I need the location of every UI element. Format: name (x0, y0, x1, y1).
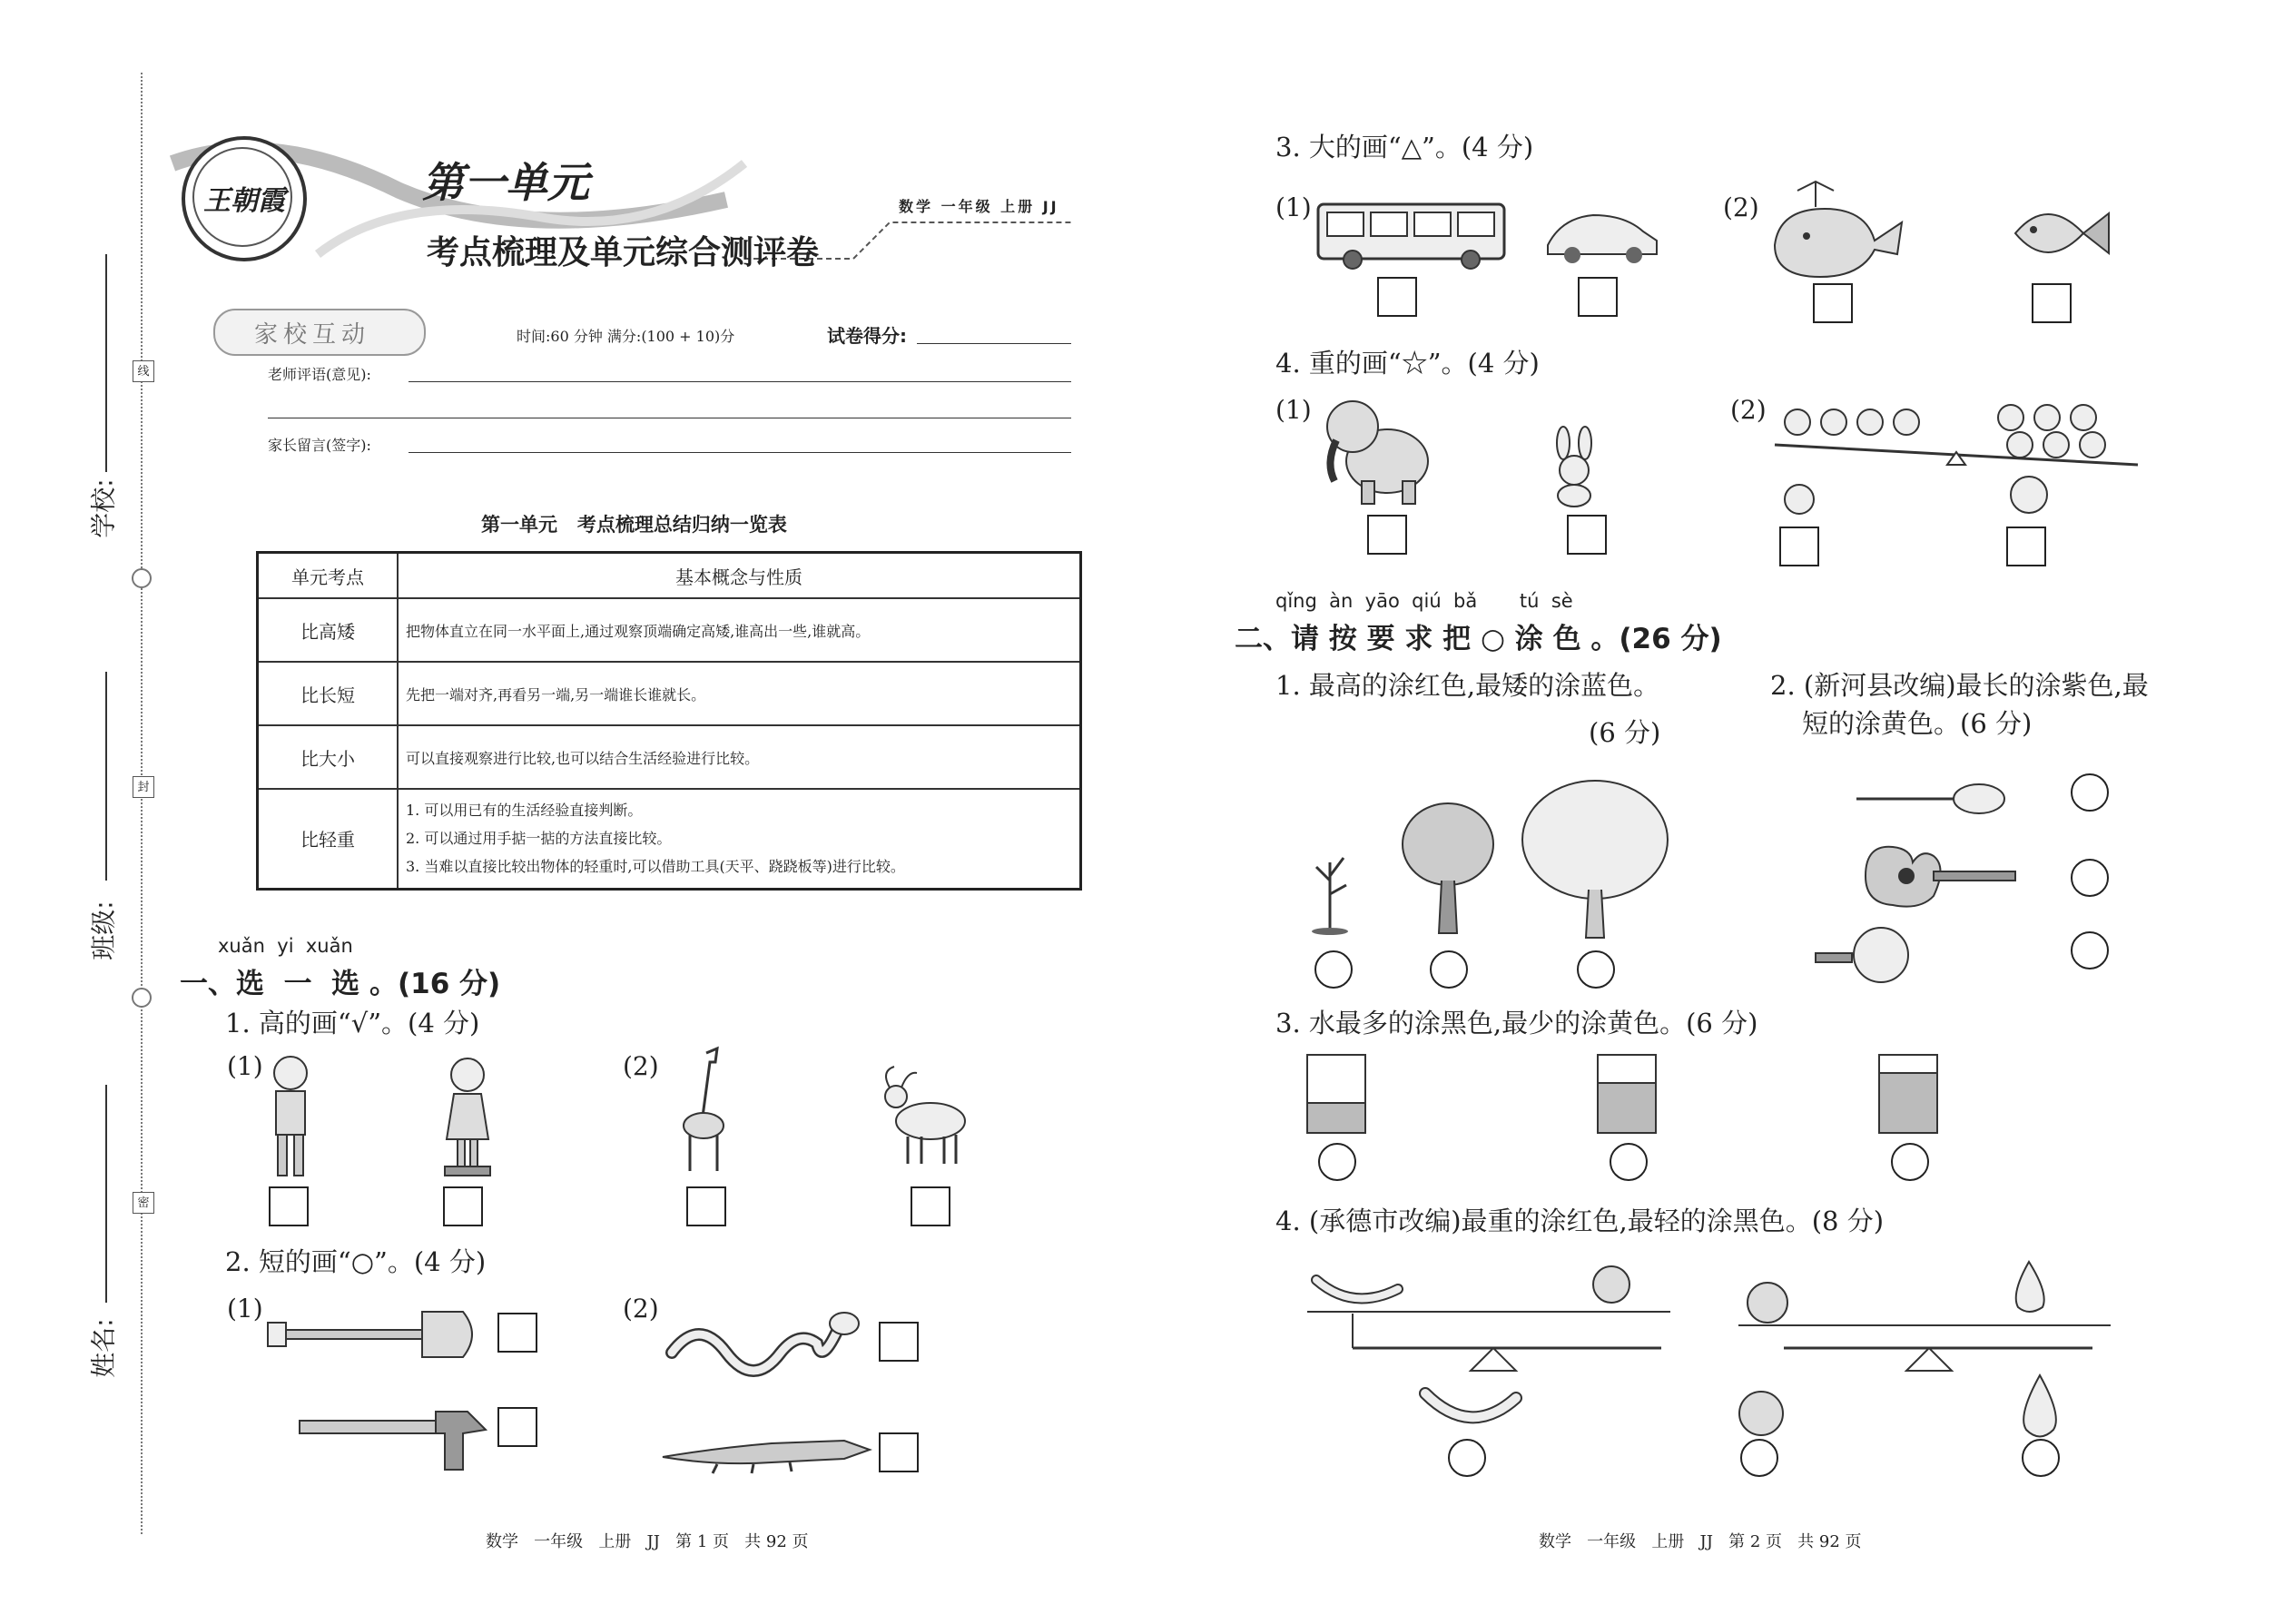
parent-note-label: 家长留言(签字): (268, 437, 371, 454)
answer-box-snake[interactable] (879, 1322, 919, 1362)
apple-icon (1734, 1384, 1788, 1439)
question-2-4: 4. (承德市改编)最重的涂红色,最轻的涂黑色。(8 分) (1275, 1206, 1885, 1236)
color-circle-beaker-3[interactable] (1891, 1143, 1929, 1181)
summary-value-line: 2. 可以通过用手掂一掂的方法直接比较。 (406, 830, 672, 848)
color-circle-paddle[interactable] (2071, 931, 2109, 969)
question-2-1-score: (6 分) (1589, 717, 1661, 748)
beaker-1-icon (1305, 1053, 1369, 1137)
section2-pinyin: qǐng àn yāo qiú bǎ tú sè (1275, 590, 1573, 612)
class-field[interactable] (80, 672, 119, 962)
color-circle-guitar[interactable] (2071, 859, 2109, 897)
name-field[interactable] (80, 1085, 119, 1384)
beaker-2-icon (1596, 1053, 1659, 1137)
beaker-3-icon (1877, 1053, 1941, 1137)
binding-dotted-line (141, 73, 143, 1534)
teacher-comment-label: 老师评语(意见): (268, 366, 371, 383)
answer-box-fish[interactable] (2032, 283, 2072, 323)
time-info: 时间:60 分钟 满分:(100 + 10)分 (517, 328, 735, 345)
answer-box-boy[interactable] (269, 1186, 309, 1226)
name-label: 姓名: (88, 1318, 119, 1378)
subtitle: 考点梳理及单元综合测评卷 (427, 233, 820, 271)
publisher-logo (182, 136, 307, 261)
summary-value-line: 3. 当难以直接比较出物体的轻重时,可以借助工具(天平、跷跷板等)进行比较。 (406, 858, 905, 876)
answer-box-car[interactable] (1578, 277, 1618, 317)
summary-col-2: 基本概念与性质 (398, 553, 1081, 599)
logo-text: 王朝霞 (203, 185, 285, 217)
summary-key: 比高矮 (258, 598, 399, 662)
summary-value-line: 1. 可以用已有的生活经验直接判断。 (406, 802, 643, 820)
answer-box-girl[interactable] (443, 1186, 483, 1226)
badminton-racket-icon (1856, 781, 2006, 817)
answer-box-crocodile[interactable] (879, 1432, 919, 1472)
binding-hole-1 (132, 568, 152, 588)
balance-chicks-icon (1775, 399, 2138, 481)
summary-title: 第一单元 考点梳理总结归纳一览表 (481, 514, 787, 536)
footer-left: 数学 一年级 上册 JJ 第 1 页 共 92 页 (486, 1532, 809, 1551)
elephant-icon (1316, 390, 1434, 508)
section1-title: 一、选 一 选 。(16 分) (180, 968, 501, 1000)
answer-box-goat[interactable] (911, 1186, 950, 1226)
item-number: (2) (623, 1051, 659, 1081)
item-number: (1) (227, 1294, 263, 1324)
answer-box-whale[interactable] (1813, 283, 1853, 323)
giraffe-icon (663, 1044, 735, 1180)
seal-label-3: 密 (133, 1192, 154, 1214)
question-2-1: 1. 最高的涂红色,最矮的涂蓝色。 (1275, 670, 1660, 701)
answer-box-elephant[interactable] (1367, 515, 1407, 555)
crocodile-icon (663, 1430, 871, 1475)
question-2-2-line2: 短的涂黄色。(6 分) (1802, 708, 2033, 739)
seal-label-2: 封 (133, 776, 154, 798)
summary-key: 比长短 (258, 662, 399, 725)
pear-icon (2013, 1371, 2067, 1443)
bus-icon (1316, 200, 1507, 272)
footer-right: 数学 一年级 上册 JJ 第 2 页 共 92 页 (1539, 1532, 1862, 1551)
subject-tag: 数学 一年级 上册 JJ (899, 198, 1059, 215)
color-circle-beaker-2[interactable] (1610, 1143, 1648, 1181)
item-number: (1) (1275, 192, 1312, 222)
answer-box-rabbit[interactable] (1567, 515, 1607, 555)
summary-value (398, 789, 1081, 889)
answer-box-chick-left[interactable] (1779, 527, 1819, 566)
color-circle-pear[interactable] (2022, 1439, 2060, 1477)
question-2-3: 3. 水最多的涂黑色,最少的涂黄色。(6 分) (1275, 1008, 1758, 1038)
question-1-2: 2. 短的画“○”。(4 分) (225, 1246, 487, 1277)
chick-icon (1781, 477, 1817, 522)
table-tennis-paddle-icon (1816, 926, 1925, 985)
hammer-icon (300, 1412, 499, 1475)
answer-box-hammer[interactable] (497, 1407, 537, 1447)
rabbit-icon (1543, 427, 1607, 508)
small-tree-icon (1303, 844, 1357, 935)
tall-tree-icon (1521, 776, 1670, 940)
color-circle-medium-tree[interactable] (1430, 950, 1468, 989)
color-circle-small-tree[interactable] (1314, 950, 1353, 989)
chick-icon (2006, 468, 2052, 522)
family-school-label: 家校互动 (254, 321, 371, 349)
item-number: (1) (1275, 395, 1312, 425)
item-number: (2) (1723, 192, 1759, 222)
question-2-2: 2. (新河县改编)最长的涂紫色,最 (1770, 670, 2149, 701)
summary-value: 可以直接观察进行比较,也可以结合生活经验进行比较。 (398, 725, 1081, 789)
color-circle-apple[interactable] (1740, 1439, 1778, 1477)
section1-pinyin: xuǎn yi xuǎn (218, 935, 353, 957)
fish-icon (2011, 195, 2111, 272)
school-label: 学校: (88, 478, 119, 538)
summary-key: 比大小 (258, 725, 399, 789)
question-1-1: 1. 高的画“√”。(4 分) (225, 1008, 480, 1038)
class-label: 班级: (88, 901, 119, 960)
summary-key: 比轻重 (258, 789, 399, 889)
boy-icon (263, 1053, 318, 1180)
unit-title: 第一单元 (422, 158, 589, 207)
shovel-icon (268, 1303, 486, 1366)
question-1-4: 4. 重的画“☆”。(4 分) (1275, 348, 1540, 379)
question-1-3: 3. 大的画“△”。(4 分) (1275, 132, 1534, 162)
score-label: 试卷得分: (827, 325, 907, 347)
score-blank[interactable] (917, 343, 1071, 344)
answer-box-shovel[interactable] (497, 1313, 537, 1353)
answer-box-bus[interactable] (1377, 277, 1417, 317)
teacher-comment-blank-1[interactable] (409, 381, 1071, 382)
binding-hole-2 (132, 988, 152, 1008)
banana-icon (1416, 1375, 1525, 1439)
answer-box-giraffe[interactable] (686, 1186, 726, 1226)
color-circle-beaker-1[interactable] (1318, 1143, 1356, 1181)
seesaw-apple-pear-icon (1729, 1248, 2120, 1375)
color-circle-tall-tree[interactable] (1577, 950, 1615, 989)
seal-label-1: 线 (133, 360, 154, 382)
item-number: (1) (227, 1051, 263, 1081)
answer-box-chick-right[interactable] (2006, 527, 2046, 566)
family-school-section (213, 309, 1085, 490)
medium-tree-icon (1398, 799, 1498, 935)
school-field[interactable] (80, 254, 119, 545)
car-icon (1543, 204, 1661, 268)
whale-icon (1770, 182, 1906, 281)
seesaw-banana-apple-icon (1298, 1257, 1679, 1375)
girl-icon (436, 1053, 499, 1180)
snake-icon (663, 1298, 862, 1389)
item-number: (2) (623, 1294, 659, 1324)
guitar-icon (1856, 840, 2029, 912)
item-number: (2) (1730, 395, 1767, 425)
color-circle-banana[interactable] (1448, 1439, 1486, 1477)
summary-col-1: 单元考点 (258, 553, 399, 599)
parent-note-blank[interactable] (409, 452, 1071, 453)
summary-value: 先把一端对齐,再看另一端,另一端谁长谁就长。 (398, 662, 1081, 725)
summary-value: 把物体直立在同一水平面上,通过观察顶端确定高矮,谁高出一些,谁就高。 (398, 598, 1081, 662)
summary-table (256, 551, 1082, 891)
section2-title: 二、请 按 要 求 把 ○ 涂 色 。(26 分) (1235, 623, 1722, 655)
goat-icon (876, 1062, 976, 1171)
color-circle-racket[interactable] (2071, 773, 2109, 812)
